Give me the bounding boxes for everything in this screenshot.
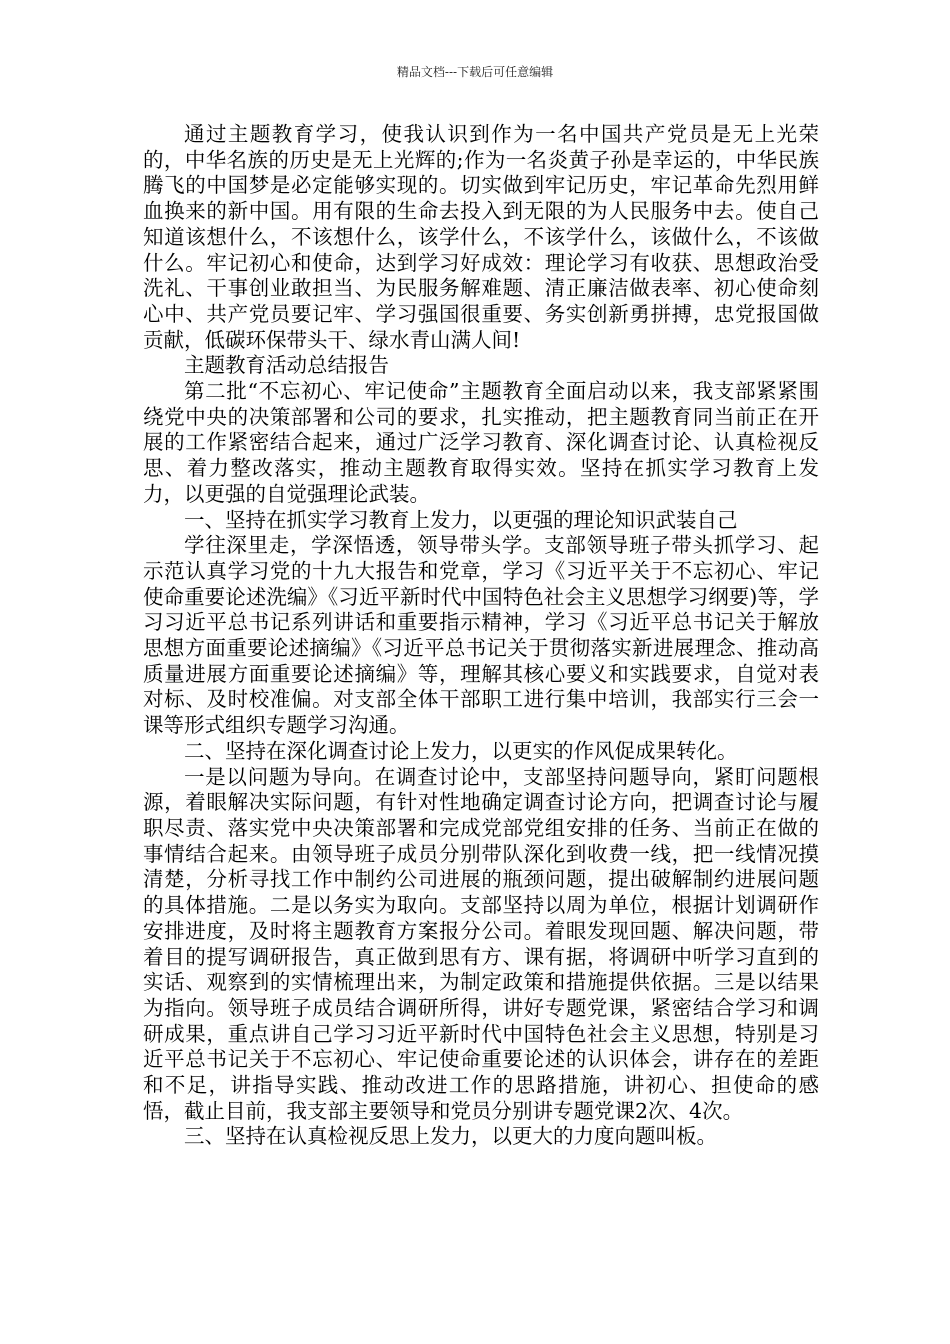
document-body bbox=[143, 122, 819, 1150]
paragraph-investigation: 一是以问题为导向。在调查讨论中，支部坚持问题导向，紧盯问题根源，着眼解决实际问题，有针对性地确定调查讨论方向，把调查讨论与履职尽责、落实党中央决策部署和完成党部党组安排的任务、当前正在做的事情结合起来。由领导班子成员分别带队深化到收费一线，把一线情况摸清楚，分析寻找工作中制约公司进展的瓶颈问题，提出破解制约进展问题的具体措施。二是以务实为取向。支部坚持以周为单位，根据计划调研作安排进度，及时将主题教育方案报分公司。着眼发现回题、解决问题，带着目的提写调研报告，真正做到思有方、课有据，将调研中听学习直到的实话、观察到的实情梳理出来，为制定政策和措施提供依据。三是以结果为指向。领导班子成员结合调研所得，讲好专题党课，紧密结合学习和调研成果，重点讲自己学习习近平新时代中国特色社会主义思想，特别是习近平总书记关于不忘初心、牢记使命重要论述的认识体会，讲存在的差距和不足，讲指导实践、推动改进工作的思路措施，讲初心、担使命的感悟，截止目前，我支部主要领导和党员分别讲专题党课2次、4次。 bbox=[143, 764, 819, 1123]
section-heading-1: 一、坚持在抓实学习教育上发力，以更强的理论知识武装自己 bbox=[184, 507, 738, 532]
paragraph-study: 学往深里走，学深悟透，领导带头学。支部领导班子带头抓学习、起示范认真学习党的十九大报告和党章，学习《习近平关于不忘初心、牢记使命重要论述洗编》《习近平新时代中国特色社会主义思想学习纲要)等，学习习近平总书记系列讲话和重要指示精神，学习《习近平总书记关于解放思想方面重要论述摘编》《习近平总书记关于贯彻落实新进展理念、推动高质量进展方面重要论述摘编》等，理解其核心要义和实践要求，自觉对表对标、及时校准偏。对支部全体干部职工进行集中培训，我部实行三会一课等形式组织专题学习沟通。 bbox=[143, 533, 819, 738]
report-title: 主题教育活动总结报告 bbox=[184, 353, 389, 378]
page-header: 精品文档---下载后可任意编辑 bbox=[396, 65, 554, 79]
section-heading-3: 三、坚持在认真检视反思上发力，以更大的力度向题叫板。 bbox=[184, 1124, 717, 1149]
paragraph-reflection: 通过主题教育学习，使我认识到作为一名中国共产党员是无上光荣的，中华名族的历史是无上光辉的;作为一名炎黄子孙是幸运的，中华民族腾飞的中国梦是必定能够实现的。切实做到牢记历史，牢记革命先烈用鲜血换来的新中国。用有限的生命去投入到无限的为人民服务中去。使自己知道该想什么，不该想什么，该学什么，不该学什么，该做什么，不该做什么。牢记初心和使命，达到学习好成效：理论学习有收获、思想政治受洗礼、干事创业敢担当、为民服务解难题、清正廉洁做表率、初心使命刻心中、共产党员要记牢、学习强国很重要、务实创新勇拼搏，忠党报国做贡献，低碳环保带头干、绿水青山满人间! bbox=[143, 122, 819, 352]
paragraph-intro: 第二批“不忘初心、牢记使命”主题教育全面启动以来，我支部紧紧围绕党中央的决策部署和公司的要求，扎实推动，把主题教育同当前正在开展的工作紧密结合起来，通过广泛学习教育、深化调查讨论、认真检视反思、着力整改落实，推动主题教育取得实效。坚持在抓实学习教育上发力，以更强的自觉强理论武装。 bbox=[143, 379, 819, 506]
section-heading-2: 二、坚持在深化调查讨论上发力，以更实的作风促成果转化。 bbox=[184, 738, 738, 763]
